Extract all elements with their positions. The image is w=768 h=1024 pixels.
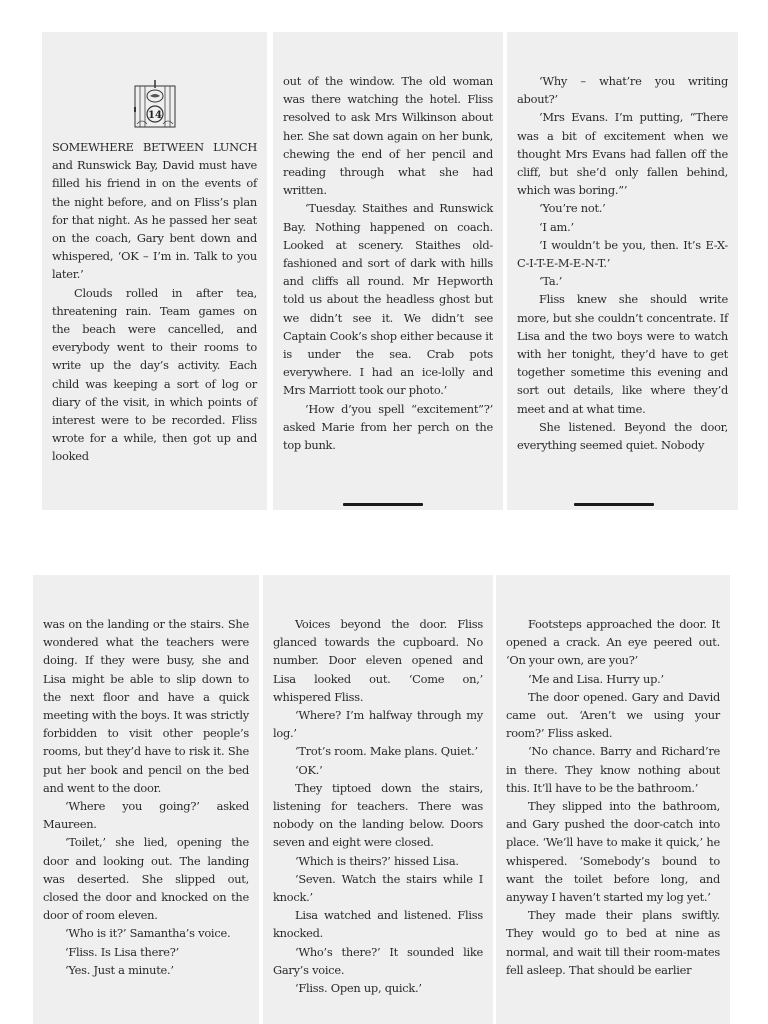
- book-page-6[interactable]: [496, 575, 730, 1024]
- book-page-5[interactable]: [263, 575, 493, 1024]
- page-text: [52, 138, 257, 466]
- paragraph: ‘Why – what’re you writing about?’: [517, 74, 728, 107]
- paragraph: ‘Tuesday. Staithes and Runswick Bay. Nothing happened on coach. Looked at scenery. Staithes old-fashioned and sort of dark with hills and cliffs all round. Mr Hepworth told us about the headless ghost but we didn’t see it. We didn’t see Captain Cook’s shop either because it is under the sea. Crab pots everywhere. I had an ice-lolly and Mrs Marriott took our photo.’: [283, 201, 493, 398]
- book-page-3[interactable]: [507, 32, 738, 510]
- paragraph: ‘Mrs Evans. I’m putting, “There was a bit of excitement when we thought Mrs Evans had fallen off the cliff, but she’d only fallen behind, which was boring.”’: [517, 110, 728, 198]
- page-text: [506, 575, 720, 979]
- page-text: [517, 32, 728, 454]
- paragraph: ‘Where you going?’ asked Maureen.: [43, 799, 249, 832]
- page-text: [283, 32, 493, 454]
- paragraph: The door opened. Gary and David came out. ‘Aren’t we using your room?’ Fliss asked.: [506, 689, 720, 741]
- paragraph: ‘Trot’s room. Make plans. Quiet.’: [295, 744, 478, 759]
- paragraph: ‘Me and Lisa. Hurry up.’: [528, 671, 664, 686]
- paragraph: ‘OK.’: [295, 762, 323, 777]
- paragraph: SOMEWHERE BETWEEN LUNCH and Runswick Bay, David must have filled his friend in on the events of the night before, and on Fliss’s plan for that night. As he passed her seat on the coach, Gary bent down and whispered, ‘OK – I’m in. Talk to you later.’: [52, 140, 257, 282]
- paragraph: was on the landing or the stairs. She wondered what the teachers were doing. If they were busy, she and Lisa might be able to slip down to the next floor and have a quick meeting with the boys. It was strictly forbidden to visit other people’s rooms, but they’d have to risk it. She put her book and pencil on the bed and went to the door.: [43, 617, 249, 795]
- paragraph: Clouds rolled in after tea, threatening rain. Team games on the beach were cancelled, and everybody went to their rooms to write up the day’s activity. Each child was keeping a sort of log or diary of the visit, in which points of interest were to be recorded. Fliss wrote for a while, then got up and looked: [52, 285, 257, 464]
- paragraph: ‘Fliss. Is Lisa there?’: [65, 944, 179, 959]
- page-text: [273, 575, 483, 997]
- paragraph: Footsteps approached the door. It opened a crack. An eye peered out. ‘On your own, are you?’: [506, 617, 720, 668]
- paragraph: Voices beyond the door. Fliss glanced towards the cupboard. No number. Door eleven opened and Lisa looked out. ‘Come on,’ whispered Fliss.: [273, 617, 483, 704]
- paragraph: Fliss knew she should write more, but she couldn’t concentrate. If Lisa and the two boys were to watch with her tonight, they’d have to get together sometime this evening and sort out details, like where they’d meet and at what time.: [517, 292, 728, 416]
- paragraph: They made their plans swiftly. They would go to bed at nine as normal, and wait till their room-mates fell asleep. That should be earlier: [506, 908, 720, 977]
- page-text: [43, 575, 249, 979]
- gate-ornament-icon: [132, 80, 178, 128]
- paragraph: ‘Who is it?’ Samantha’s voice.: [65, 926, 231, 941]
- book-page-2[interactable]: [273, 32, 503, 510]
- page-divider: [343, 503, 423, 506]
- paragraph: out of the window. The old woman was there watching the hotel. Fliss resolved to ask Mrs Wilkinson about her. She sat down again on her bunk, chewing the end of her pencil and reading through what she had written.: [283, 74, 493, 198]
- paragraph: ‘Seven. Watch the stairs while I knock.’: [273, 871, 483, 905]
- paragraph: ‘I am.’: [539, 219, 574, 234]
- paragraph: ‘Yes. Just a minute.’: [65, 962, 174, 977]
- paragraph: She listened. Beyond the door, everything seemed quiet. Nobody: [517, 419, 728, 453]
- paragraph: They tiptoed down the stairs, listening for teachers. There was nobody on the landing below. Doors seven and eight were closed.: [273, 780, 483, 850]
- book-page-1[interactable]: [42, 32, 267, 510]
- paragraph: Lisa watched and listened. Fliss knocked.: [273, 908, 483, 941]
- paragraph: ‘Where? I’m halfway through my log.’: [273, 708, 483, 741]
- book-page-4[interactable]: [33, 575, 259, 1024]
- paragraph: They slipped into the bathroom, and Gary pushed the door-catch into place. ‘We’ll have to make it quick,’ he whispered. ‘Somebody’s bound to want the toilet before long, and anyway I haven’t started my log yet.’: [506, 799, 720, 905]
- paragraph: ‘You’re not.’: [539, 201, 606, 216]
- svg-text:14: 14: [147, 110, 162, 121]
- paragraph: ‘No chance. Barry and Richard’re in there. They know nothing about this. It’ll have to be the bathroom.’: [506, 744, 720, 795]
- paragraph: ‘Ta.’: [539, 274, 563, 289]
- page-divider: [574, 503, 654, 506]
- paragraph: ‘Which is theirs?’ hissed Lisa.: [295, 853, 459, 868]
- paragraph: ‘How d’you spell “excitement”?’ asked Marie from her perch on the top bunk.: [283, 401, 493, 453]
- paragraph: ‘Who’s there?’ It sounded like Gary’s voice.: [273, 944, 483, 977]
- paragraph: ‘Toilet,’ she lied, opening the door and looking out. The landing was deserted. She slipped out, closed the door and knocked on the door of room eleven.: [43, 835, 249, 923]
- paragraph: ‘I wouldn’t be you, then. It’s E-X-C-I-T-E-M-E-N-T.’: [517, 237, 728, 271]
- paragraph: ‘Fliss. Open up, quick.’: [295, 981, 422, 996]
